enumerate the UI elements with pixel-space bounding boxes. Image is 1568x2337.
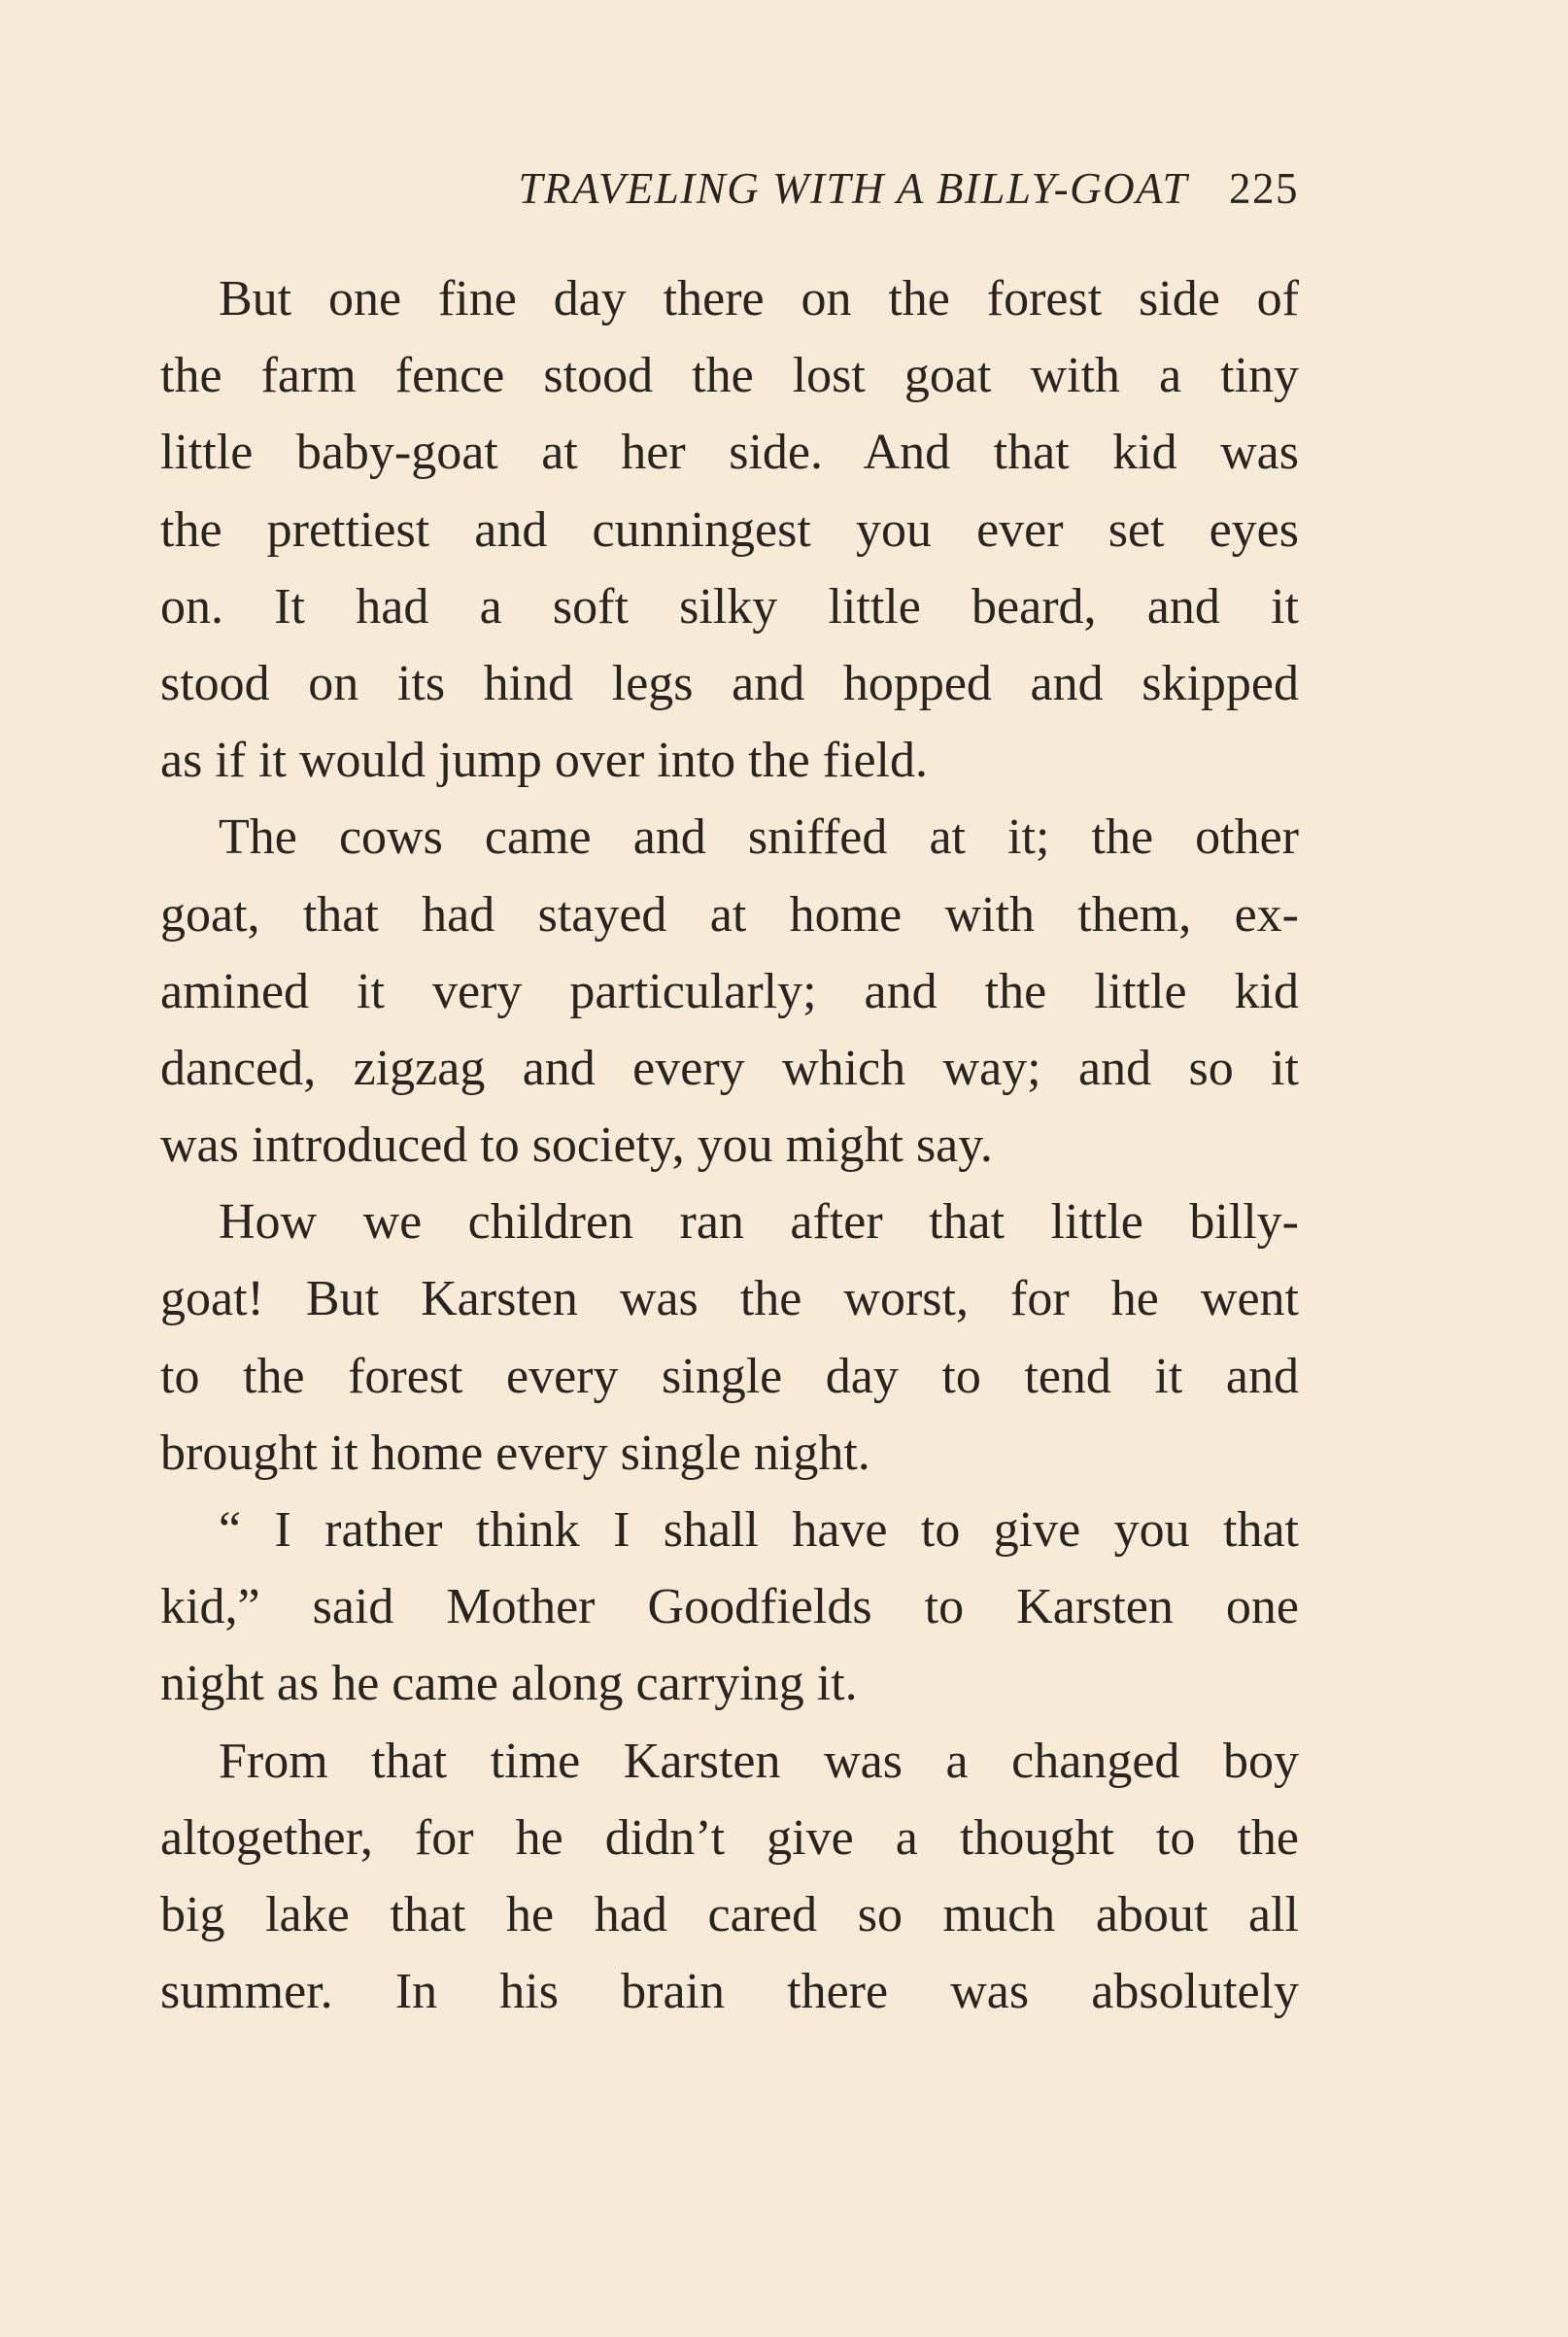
text-line: to the forest every single day to tend it and <box>160 1348 1299 1404</box>
text-line: little baby-goat at her side. And that kid was <box>160 425 1299 481</box>
text-line: kid,” said Mother Goodfields to Karsten one <box>160 1579 1299 1635</box>
text-line: as if it would jump over into the field. <box>160 733 928 789</box>
text-line: stood on its hind legs and hopped and skipped <box>160 655 1299 711</box>
text-line: “ I rather think I shall have to give you that <box>219 1502 1299 1558</box>
text-line: goat, that had stayed at home with them, ex- <box>160 886 1299 943</box>
running-head <box>160 163 1299 231</box>
text-line: was introduced to society, you might say. <box>160 1117 993 1174</box>
text-line: The cows came and sniffed at it; the other <box>219 809 1299 866</box>
text-line: the farm fence stood the lost goat with a tiny <box>160 348 1299 404</box>
page-number: 225 <box>1229 164 1299 213</box>
text-line: night as he came along carrying it. <box>160 1656 858 1712</box>
text-line: on. It had a soft silky little beard, and it <box>160 578 1299 635</box>
text-line: How we children ran after that little billy- <box>219 1194 1299 1251</box>
text-line: From that time Karsten was a changed boy <box>219 1733 1299 1789</box>
text-line: the prettiest and cunningest you ever set eyes <box>160 501 1299 558</box>
text-line: But one fine day there on the forest side of <box>219 271 1299 326</box>
text-line: brought it home every single night. <box>160 1425 870 1481</box>
body-text <box>160 260 1299 2030</box>
text-line: altogether, for he didn’t give a thought to the <box>160 1809 1299 1866</box>
running-title: TRAVELING WITH A BILLY-GOAT <box>518 164 1188 213</box>
text-line: amined it very particularly; and the little kid <box>160 963 1299 1019</box>
text-line: danced, zigzag and every which way; and so it <box>160 1040 1299 1096</box>
text-line: big lake that he had cared so much about all <box>160 1886 1299 1942</box>
text-line: summer. In his brain there was absolutely <box>160 1964 1299 2020</box>
text-line: goat! But Karsten was the worst, for he went <box>160 1271 1299 1327</box>
